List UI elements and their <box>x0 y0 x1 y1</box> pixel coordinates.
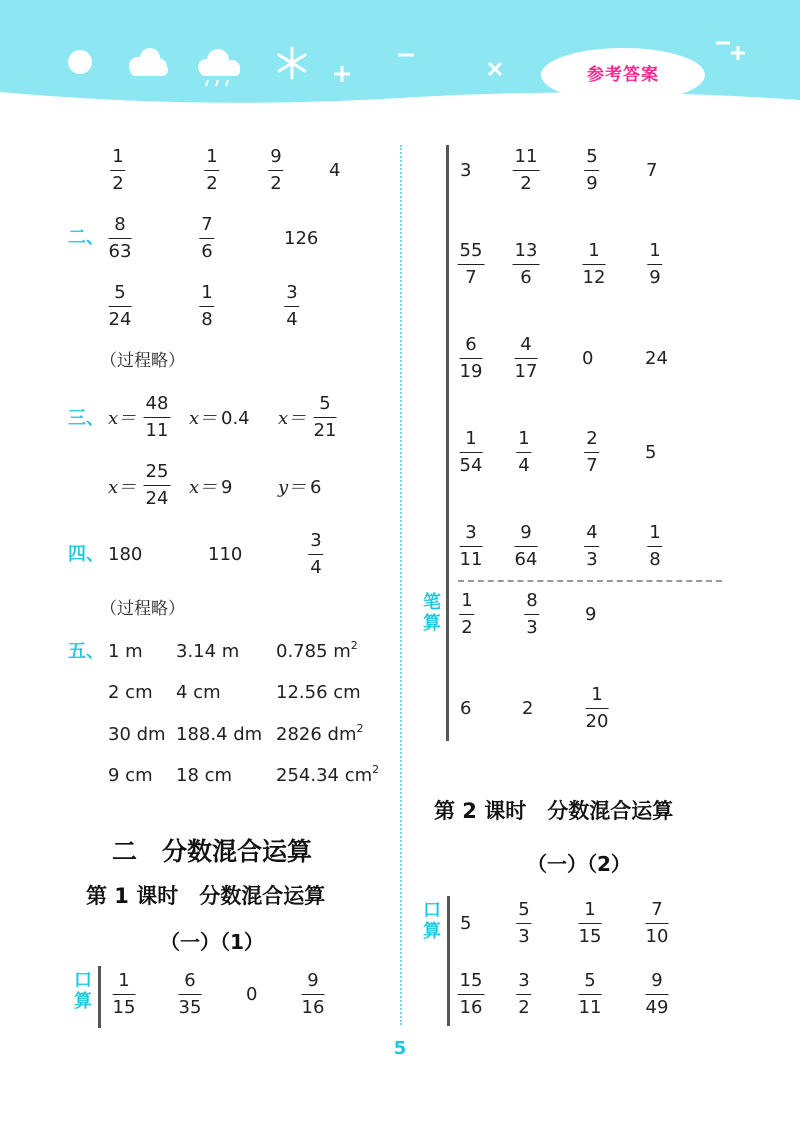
answer-value: 5 <box>460 913 472 934</box>
fraction: 15 16 <box>459 970 483 1018</box>
answer-value: 0 <box>582 348 594 369</box>
fraction: 5 3 <box>518 899 530 947</box>
variable-x: x＝ <box>278 408 307 429</box>
fraction: 1 20 <box>585 684 609 732</box>
variable-x: x＝ <box>108 477 137 498</box>
fraction: 9 64 <box>514 522 538 570</box>
oral-calc-label: 口 算 <box>423 900 441 942</box>
fraction: 3 2 <box>518 970 530 1018</box>
part-title: （一）（1） <box>160 930 264 954</box>
fraction: 4 17 <box>514 334 538 382</box>
answer-value: 4 <box>329 160 341 181</box>
process-omitted-note: （过程略） <box>100 599 185 619</box>
answer-value: 0 <box>246 984 258 1005</box>
chapter-title: 二 分数混合运算 <box>112 837 313 866</box>
answer-value: 3 <box>460 160 472 181</box>
answer-value: 126 <box>284 228 319 249</box>
fraction: 6 35 <box>178 970 202 1018</box>
answer-value: 188.4 dm <box>176 724 263 745</box>
answer-value: 3.14 m <box>176 641 240 662</box>
fraction: 1 8 <box>649 522 661 570</box>
fraction: 9 49 <box>645 970 669 1018</box>
fraction: 1 54 <box>459 428 483 476</box>
fraction: 7 10 <box>645 899 669 947</box>
answer-value: 18 cm <box>176 765 233 786</box>
fraction: 5 24 <box>108 282 132 330</box>
fraction: 5 9 <box>586 146 598 194</box>
fraction: 8 63 <box>108 214 132 262</box>
answer-value: 2826 $dm^2$ <box>276 722 364 745</box>
fraction: 1 2 <box>206 146 218 194</box>
written-calc-label: 笔 算 <box>423 592 441 634</box>
fraction: 1 15 <box>112 970 136 1018</box>
section-label-3: 三、 <box>68 408 104 429</box>
fraction: 3 11 <box>459 522 483 570</box>
fraction: 6 19 <box>459 334 483 382</box>
fraction: 8 3 <box>526 590 538 638</box>
section-label-5: 五、 <box>68 641 104 662</box>
answer-value: 12.56 cm <box>276 682 361 703</box>
fraction: 13 6 <box>514 240 538 288</box>
answer-value: 6 <box>310 477 322 498</box>
fraction: 11 2 <box>514 146 538 194</box>
variable-x: x＝ <box>189 408 218 429</box>
answer-value: 5 <box>645 442 657 463</box>
fraction: 1 8 <box>201 282 213 330</box>
fraction: 5 21 <box>313 393 337 441</box>
answer-value: 9 <box>585 604 597 625</box>
oral-calc-label: 口 算 <box>74 970 92 1012</box>
variable-x: x＝ <box>108 408 137 429</box>
fraction: 7 6 <box>201 214 213 262</box>
variable-y: y＝ <box>278 477 307 498</box>
answer-value: 254.34 $cm^2$ <box>276 763 380 786</box>
answer-value: 2 cm <box>108 682 153 703</box>
fraction: 1 9 <box>649 240 661 288</box>
fraction: 5 11 <box>578 970 602 1018</box>
fraction: 25 24 <box>145 461 169 509</box>
section-label-4: 四、 <box>68 544 104 565</box>
header-band <box>0 0 800 120</box>
fraction: 9 2 <box>270 146 282 194</box>
answer-value: 9 <box>221 477 233 498</box>
variable-x: x＝ <box>189 477 218 498</box>
sun-icon <box>68 50 92 74</box>
section-rule <box>446 145 449 741</box>
answer-value: 110 <box>208 544 243 565</box>
fraction: 1 2 <box>461 590 473 638</box>
section-label-2: 二、 <box>68 227 104 248</box>
fraction: 2 7 <box>586 428 598 476</box>
dashed-separator <box>458 580 722 582</box>
answer-value: 7 <box>646 160 658 181</box>
answer-badge-label: 参考答案 <box>587 65 659 85</box>
fraction: 1 12 <box>582 240 606 288</box>
fraction: 1 15 <box>578 899 602 947</box>
fraction: 3 4 <box>286 282 298 330</box>
section-rule <box>447 896 450 1026</box>
fraction: 9 16 <box>301 970 325 1018</box>
process-omitted-note: （过程略） <box>100 351 185 371</box>
column-divider <box>400 145 402 1025</box>
part-title-2: （一）（2） <box>527 852 631 876</box>
answer-value: 0.785 $m^2$ <box>276 639 358 662</box>
answer-value: 2 <box>522 698 534 719</box>
answer-value: 6 <box>460 698 472 719</box>
fraction: 48 11 <box>145 393 169 441</box>
fraction: 4 3 <box>586 522 598 570</box>
answer-value: 0.4 <box>221 408 250 429</box>
fraction: 3 4 <box>310 530 322 578</box>
answer-value: 4 cm <box>176 682 221 703</box>
fraction: 55 7 <box>459 240 483 288</box>
answer-value: 30 dm <box>108 724 166 745</box>
section-rule <box>98 966 101 1028</box>
answer-value: 1 m <box>108 641 143 662</box>
answer-value: 9 cm <box>108 765 153 786</box>
page-number: 5 <box>393 1038 407 1059</box>
answer-value: 24 <box>645 348 668 369</box>
answer-value: 180 <box>108 544 143 565</box>
fraction: 1 4 <box>518 428 530 476</box>
fraction: 1 2 <box>112 146 124 194</box>
lesson-title: 第 1 课时 分数混合运算 <box>86 884 326 908</box>
lesson-title-2: 第 2 课时 分数混合运算 <box>434 799 674 823</box>
